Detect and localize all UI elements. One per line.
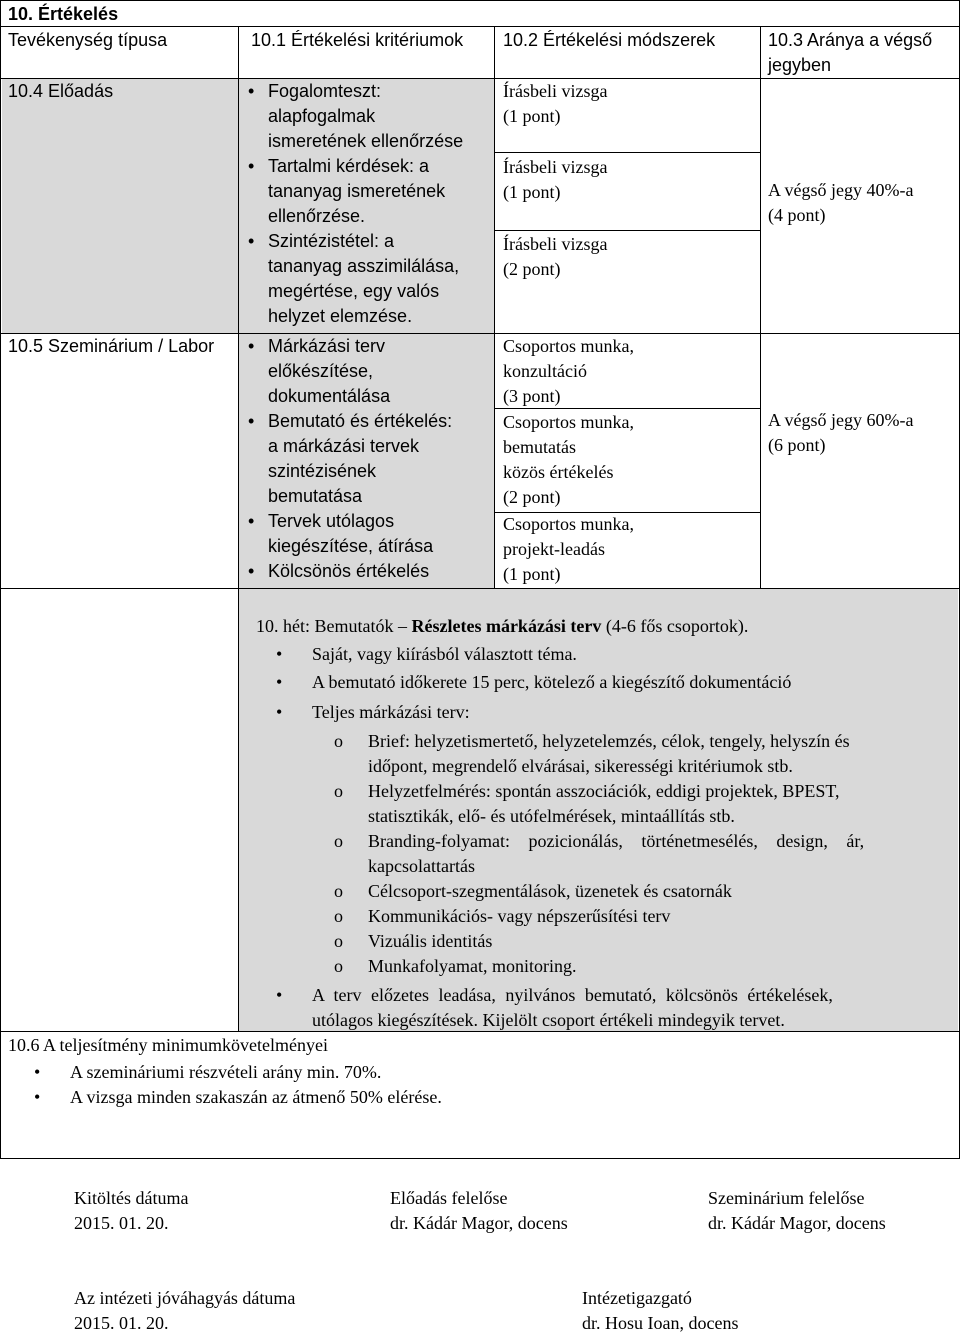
- plan-item: o Brief: helyzetismertető, helyzetelemzés, célok, tengely, helyszín és időpont, megrendelő elvárásai, sikerességi kritériumok stb.: [334, 731, 850, 776]
- details-bullet: • A bemutató időkerete 15 perc, kötelező a kiegészítő dokumentáció: [262, 670, 952, 695]
- requirement-item: • A szemináriumi részvételi arány min. 70%.: [30, 1060, 442, 1085]
- plan-item: o Vizuális identitás: [312, 929, 947, 954]
- seminar-criterion: • Tervek utólagos kiegészítése, átírása: [248, 511, 434, 556]
- circle-bullet-icon: o: [334, 906, 343, 926]
- plan-item: o Munkafolyamat, monitoring.: [312, 954, 947, 979]
- bullet-icon: •: [248, 156, 255, 176]
- approval-date: 2015. 01. 20.: [74, 1313, 169, 1333]
- header-activity-type: Tevékenység típusa: [8, 30, 168, 50]
- lecture-criterion: • Tartalmi kérdések: a tananyag ismeretének ellenőrzése.: [248, 156, 446, 226]
- seminar-responsible-block: [708, 1186, 886, 1236]
- bullet-icon: •: [34, 1062, 41, 1082]
- lecture-type: 10.4 Előadás: [8, 81, 114, 101]
- bullet-icon: •: [248, 231, 255, 251]
- details-bullet: • Teljes márkázási terv:: [262, 700, 952, 725]
- bullet-icon: •: [248, 511, 255, 531]
- lecture-share: A végső jegy 40%-a (4 pont): [768, 180, 914, 225]
- circle-bullet-icon: o: [334, 781, 343, 801]
- header-methods: 10.2 Értékelési módszerek: [503, 30, 716, 50]
- circle-bullet-icon: o: [334, 931, 343, 951]
- seminar-criterion: • Márkázási terv előkészítése, dokumentálása: [248, 336, 391, 406]
- bullet-icon: •: [248, 561, 255, 581]
- lecture-method-1: Írásbeli vizsga (1 pont): [503, 81, 608, 126]
- header-share: 10.3 Aránya a végső jegyben: [768, 30, 933, 75]
- circle-bullet-icon: o: [334, 831, 343, 851]
- details-intro: 10. hét: Bemutatók – Részletes márkázási terv (4-6 fős csoportok).: [256, 616, 749, 636]
- fill-date-block: [74, 1186, 188, 1236]
- lecture-method-3: Írásbeli vizsga (2 pont): [503, 234, 608, 279]
- section-title: 10. Értékelés: [8, 4, 119, 24]
- seminar-method-3: Csoportos munka, projekt-leadás (1 pont): [503, 514, 635, 584]
- plan-item: o Kommunikációs- vagy népszerűsítési terv: [312, 904, 947, 929]
- details-bullets: [262, 642, 952, 1033]
- requirements-list: [30, 1060, 442, 1110]
- lecture-method-2: Írásbeli vizsga (1 pont): [503, 157, 608, 202]
- lecture-criterion: • Szintézistétel: a tananyag asszimilálása, megértése, egy valós helyzet elemzése.: [248, 231, 460, 326]
- header-criteria: 10.1 Értékelési kritériumok: [251, 30, 464, 50]
- seminar-method-1: Csoportos munka, konzultáció (3 pont): [503, 336, 635, 406]
- bullet-icon: •: [276, 644, 283, 664]
- bullet-icon: •: [276, 702, 283, 722]
- seminar-criterion: • Bemutató és értékelés: a márkázási tervek szintézisének bemutatása: [248, 411, 453, 506]
- seminar-type: 10.5 Szeminárium / Labor: [8, 336, 215, 356]
- bullet-icon: •: [34, 1087, 41, 1107]
- seminar-responsible-label: Szeminárium felelőse: [708, 1188, 865, 1208]
- seminar-method-2: Csoportos munka, bemutatás közös értékelés (2 pont): [503, 412, 635, 507]
- director-label: Intézetigazgató: [582, 1288, 692, 1308]
- bullet-icon: •: [248, 81, 255, 101]
- lecture-responsible: dr. Kádár Magor, docens: [390, 1213, 568, 1233]
- bullet-icon: •: [248, 336, 255, 356]
- seminar-criteria-list: [240, 334, 490, 584]
- lecture-responsible-block: [390, 1186, 568, 1236]
- seminar-share: A végső jegy 60%-a (6 pont): [768, 410, 914, 455]
- requirement-item: • A vizsga minden szakaszán az átmenő 50% elérése.: [30, 1085, 442, 1110]
- approval-block: [74, 1286, 295, 1336]
- plan-item: o Célcsoport-szegmentálások, üzenetek és csatornák: [312, 879, 947, 904]
- fill-date: 2015. 01. 20.: [74, 1213, 169, 1233]
- lecture-criteria-list: [240, 79, 490, 329]
- bullet-icon: •: [276, 672, 283, 692]
- details-bullet: • Saját, vagy kiírásból választott téma.: [262, 642, 952, 667]
- seminar-criterion: • Kölcsönös értékelés: [240, 559, 490, 584]
- fill-date-label: Kitöltés dátuma: [74, 1188, 189, 1208]
- circle-bullet-icon: o: [334, 881, 343, 901]
- director-block: [582, 1286, 738, 1336]
- bullet-icon: •: [276, 985, 283, 1005]
- lecture-responsible-label: Előadás felelőse: [390, 1188, 508, 1208]
- circle-bullet-icon: o: [334, 731, 343, 751]
- director-name: dr. Hosu Ioan, docens: [582, 1313, 739, 1333]
- requirements-title: 10.6 A teljesítmény minimumkövetelményei: [8, 1035, 328, 1055]
- lecture-type-bg: [2, 78, 238, 333]
- seminar-responsible: dr. Kádár Magor, docens: [708, 1213, 886, 1233]
- approval-label: Az intézeti jóváhagyás dátuma: [74, 1288, 296, 1308]
- plan-item: o Branding-folyamat: pozicionálás, történetmesélés, design, ár, kapcsolattartás: [334, 831, 865, 876]
- lecture-criterion: • Fogalomteszt: alapfogalmak ismeretének ellenőrzése: [248, 81, 464, 151]
- plan-item: o Helyzetfelmérés: spontán asszociációk, eddigi projektek, BPEST, statisztikák, elő- és utófelmérések, mintaállítás stb.: [334, 781, 840, 826]
- circle-bullet-icon: o: [334, 956, 343, 976]
- bullet-icon: •: [248, 411, 255, 431]
- details-bullet: • A terv előzetes leadása, nyilvános bemutató, kölcsönös értékelések, utólagos kiegészítések. Kijelölt csoport értékeli mindegyik tervet.: [276, 985, 833, 1030]
